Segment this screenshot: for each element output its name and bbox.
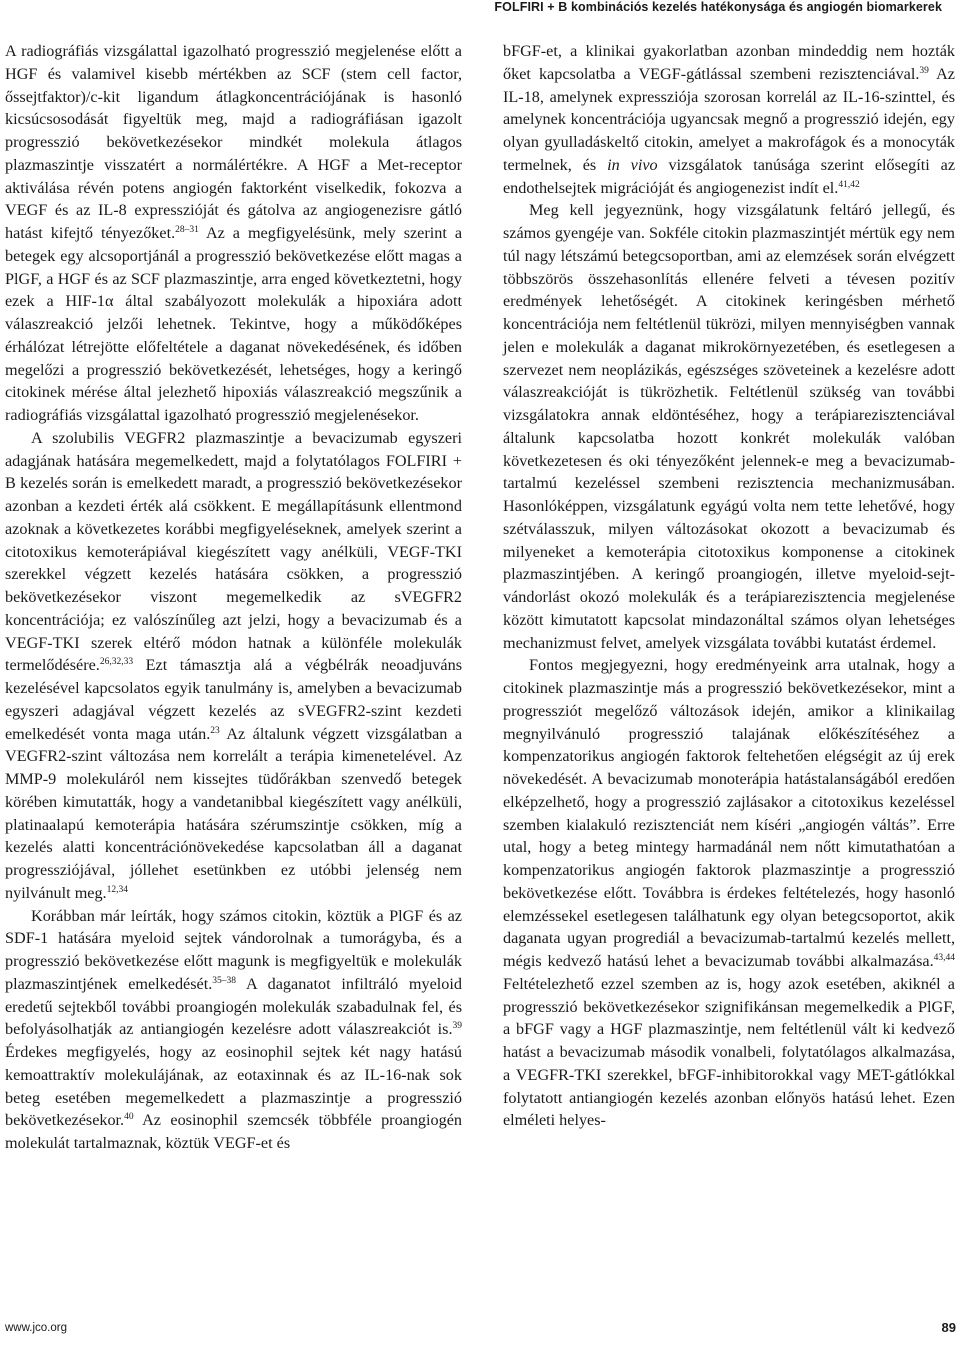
- right-text-column: [503, 40, 955, 1132]
- paragraph-text: A szolubilis VEGFR2 plazmaszintje a bevacizumab egyszeri adagjának hatására megemelkedett, majd a folytatólagos FOLFIRI + B kezelés során is emelkedett maradt, a progresszió bekövetkezésekor azonban a kezdeti érték alá csökkent. E megállapításunk ellentmond azoknak a következetes korábbi megfigyeléseknek, amelyek szerint a citotoxikus kemoterápiával kiegészített vagy anélküli, VEGF-TKI szerekkel végzett kezelés hatására csökken, a progresszió bekövetkezésekor viszont megemelkedik az sVEGFR2 koncentrációja; ez valószínűleg azt jelzi, hogy a bevacizumab és a VEGF-TKI szerek eltérő módon hatnak a különféle molekulák termelődésére.: [5, 428, 462, 675]
- paragraph-text: Fontos megjegyezni, hogy eredményeink arra utalnak, hogy a citokinek plazmaszintje más a progresszió bekövetkezésekor, mint a progressziót megelőző változások idején, amikor a klinikailag megnyilvánuló progresszió talajának előkészítéséhez a kompenzatorikus angiogén faktorok feltehetően elégségit az új erek növekedését. A bevacizumab monoterápia hatástalanságából eredően elképzelhető, hogy a progresszió zajlásakor a citotoxikus kezeléssel szemben kialakuló rezisztenciát nem kíséri „angiogén váltás”. Erre utal, hogy a beteg mintegy harmadánál nem nőtt kimutathatóan a kompenzatorikus angiogén faktorok plazmaszintje a progresszió bekövetkezése előtt. Továbbra is érdekes feltételezés, hogy hasonló elemzéssekel esetlegesen találhatunk egy olyan betegcsoportot, akik daganata ugyan progrediál a bevacizumab-tartalmú kezelés mellett, mégis kedvező hatású lehet a bevacizumab további alkalmazása.: [503, 656, 955, 970]
- paragraph-text: vizsgálatok tanúsága szerint elősegíti az endothelsejtek migrációját és angiogenezist indít el.: [503, 155, 956, 197]
- reference-superscript: 41,42: [838, 179, 860, 190]
- reference-superscript: 39: [452, 1021, 462, 1032]
- paragraph-text: Ezt támasztja alá a végbélrák neoadjuváns kezelésével kapcsolatos egyik tanulmány is, amelyben a bevacizumab egyszeri adagjával végzett kezelés az sVEGFR2-szint kezdeti emelkedését vonta maga után.: [5, 656, 462, 743]
- reference-superscript: 23: [210, 725, 220, 736]
- running-header-title: FOLFIRI + B kombinációs kezelés hatékonysága és angiogén biomarkerek: [494, 0, 942, 14]
- paragraph: [503, 654, 955, 1132]
- paragraph-text: Az IL-18, amelynek expressziója szorosan korrelál az IL-16-szinttel, és amelynek koncentrációja ugyancsak megnő a progresszió idején, egy olyan gyulladáskeltő citokin, amelyet a makrofágok és a monocyták termelnek, és: [503, 64, 955, 174]
- reference-superscript: 40: [124, 1112, 134, 1123]
- paragraph: [5, 905, 462, 1155]
- paragraph: [5, 427, 462, 905]
- paragraph-text: Érdekes megfigyelés, hogy az eosinophil sejtek két nagy hatású kemoattraktív molekulájának, az eotaxinnak és az IL-16-nak sok beteg esetében megemelkedett a plazmaszintje a progresszió bekövetkezésekor.: [5, 1043, 462, 1130]
- paragraph: [503, 199, 955, 654]
- paragraph: [503, 40, 955, 199]
- paragraph-text: bFGF-et, a klinikai gyakorlatban azonban mindeddig nem hozták őket kapcsolatba a VEGF-gátlással szembeni rezisztenciával.: [503, 42, 955, 83]
- reference-superscript: 26,32,33: [99, 657, 134, 668]
- paragraph-text: A daganatot infiltráló myeloid eredetű sejtekből további proangiogén molekulák szabadulnak fel, és befolyásolhatják az antiangiogén kezelésre adott válaszreakciót is.: [5, 974, 462, 1039]
- paragraph-text: Korábban már leírták, hogy számos citokin, köztük a PlGF és az SDF-1 hatására myeloid sejtek vándorolnak a tumorágyba, és a progresszió bekövetkezése előtt magunk is megfigyeltük e molekulák plazmaszintjének emelkedését.: [5, 906, 462, 993]
- journal-url[interactable]: www.jco.org: [5, 1322, 67, 1334]
- page-number: 89: [941, 1320, 956, 1335]
- reference-superscript: 35–38: [212, 975, 237, 986]
- italic-term: in vivo: [607, 155, 658, 174]
- paragraph-text: Az a megfigyelésünk, mely szerint a betegek egy alcsoportjánál a progresszió bekövetkezése előtt magas a PlGF, a HGF és az SCF plazmaszintje, arra enged következtetni, hogy ezek a HIF-1α által szabályozott molekulák a hipoxiára adott válaszreakció jelzői lehetnek. Tekintve, hogy a működőképes érhálózat létrejötte előfeltétele a daganat növekedésének, és időben megelőzi a progresszió bekövetkezését, lehetséges, hogy a keringő citokinek mérése által jelezhető hipoxiás válaszreakció megszűnik a radiográfiás vizsgálattal igazolható progresszió megjelenésekor.: [5, 224, 463, 424]
- reference-superscript: 39: [919, 65, 929, 76]
- left-text-column: [5, 40, 462, 1155]
- paragraph-text: Feltételezhető ezzel szemben az is, hogy azok esetében, akiknél a progresszió bekövetkezésekor szignifikánsan megemelkedik a PlGF, a bFGF vagy a HGF plazmaszintje, nem feltétlenül vált ki kedvező hatást a bevacizumab második vonalbeli, folytatólagos alkalmazása, a VEGFR-TKI szerekkel, bFGF-inhibitorokkal vagy MET-gátlókkal folytatott antiangiogén kezelés azonban előnyös hatású lehet. Ezen elméleti helyes-: [503, 974, 955, 1130]
- paragraph-text: Meg kell jegyeznünk, hogy vizsgálatunk feltáró jellegű, és számos gyengéje van. Sokféle citokin plazmaszintjét mértük egy nem túl nagy létszámú betegcsoportban, ami az elemzések során elvégzett többszörös összehasonlítás ellenére felveti a tévesen pozitív eredmények lehetőségét. A citokinek keringésben mérhető koncentrációja nem feltétlenül tükrözi, milyen mennyiségben vannak jelen e molekulák a daganat mikrokörnyezetében, és esetlegesen a szervezet nem neoplázikás, egészséges szöveteinek a kezelésre adott válaszreakcióját is tükrözhetik. Feltétlenül szükség van további vizsgálatokra annak eldöntéséhez, hogy a terápiarezisztenciával általunk kapcsolatba hozott konkrét molekulák valóban következetesen és oki tényezőként jelennek-e meg a bevacizumab-tartalmú kezeléssel szembeni rezisztencia mechanizmusában. Hasonlóképpen, vizsgálatunk egyágú volta nem tette lehetővé, hogy szétválasszuk, milyen változásokat okozott a bevacizumab és milyeneket a kemoterápia citotoxikus komponense a citokinek plazmaszintjében. A keringő proangiogén, illetve myeloid-sejt-vándorlást okozó molekulák és a terápiarezisztencia megjelenése között kimutatott kapcsolat mindazonáltal számos olyan lehetséges mechanizmust felvet, amelyek vizsgálata további kutatást érdemel.: [503, 201, 955, 652]
- reference-superscript: 12,34: [106, 884, 128, 895]
- paragraph-text: A radiográfiás vizsgálattal igazolható progresszió megjelenése előtt a HGF és valamivel kisebb mértékben az SCF (stem cell factor, őssejtfaktor)/c-kit ligandum átlagkoncentrációjának is hasonló kicsúcsosodását figyeltük meg, majd a radiográfiásan igazolt progresszió bekövetkezésekor mindkét molekula átlagos plazmaszintje visszatért a normálértékre. A HGF a Met-receptor aktiválása révén potens angiogén faktorként viselkedik, fokozva a VEGF és az IL-8 expresszióját és gátolva az angiogenezisre gátló hatást kifejtő tényezőket.: [5, 42, 462, 242]
- paragraph-text: Az általunk végzett vizsgálatban a VEGFR2-szint változása nem korrelált a terápia kimenetelével. Az MMP-9 molekuláról nem kissejtes tüdőrákban szenvedő betegek körében kimutatták, hogy a vandetanibbal kiegészített vagy anélküli, platinaalapú kemoterápia hatására szérumszintje csökken, míg a kezelés alatti koncentrációnövekedése kapcsolatban áll a daganat progressziójával, jóllehet esetünkben ez utóbbi jelenség nem nyilvánult meg.: [5, 724, 463, 902]
- paragraph: [5, 40, 462, 427]
- reference-superscript: 43,44: [933, 953, 955, 963]
- reference-superscript: 28–31: [175, 225, 199, 235]
- paragraph-text: Az eosinophil szemcsék többféle proangiogén molekulát tartalmaznak, köztük VEGF-et és: [5, 1111, 462, 1152]
